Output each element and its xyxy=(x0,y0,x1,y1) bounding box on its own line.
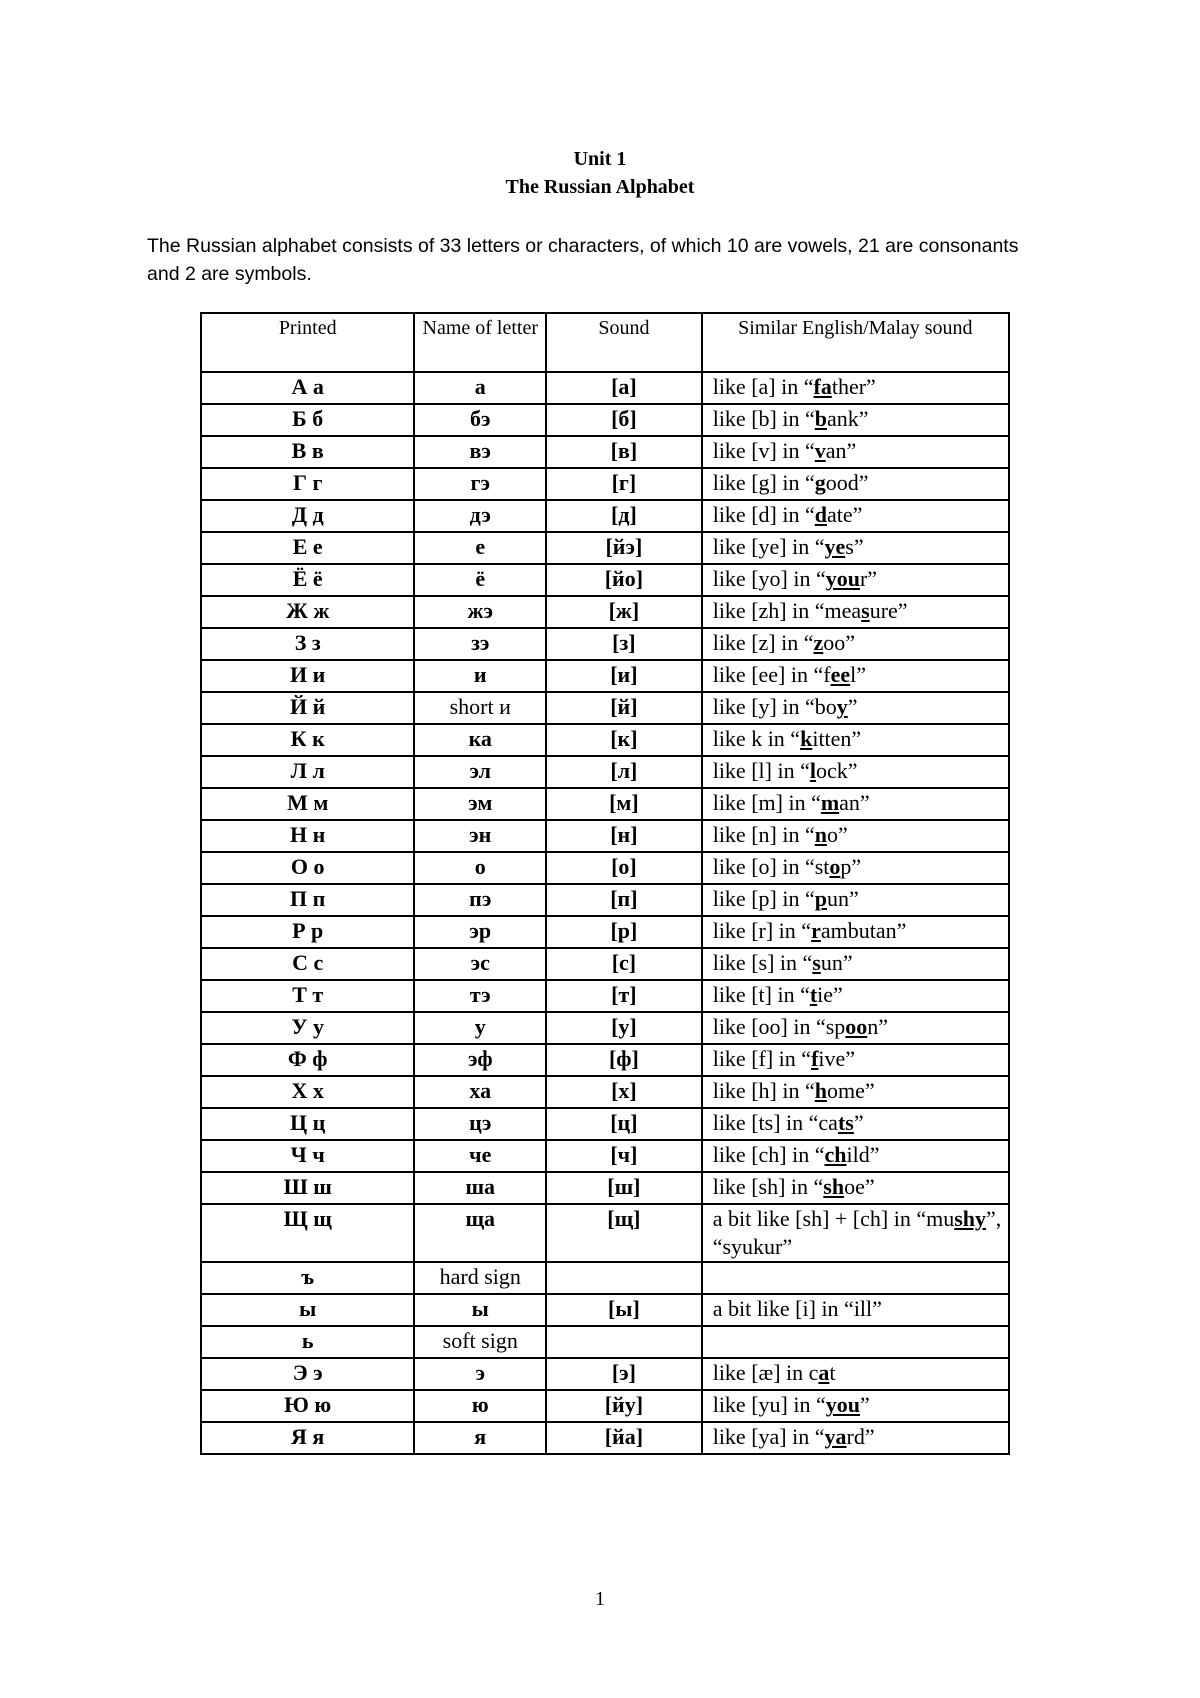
similar-sound-post: ambutan” xyxy=(820,918,907,943)
similar-sound-pre: like [s] in “ xyxy=(712,950,813,975)
similar-sound-post: un” xyxy=(820,950,853,975)
table-row xyxy=(201,852,1009,884)
similar-sound-post: oo” xyxy=(823,630,856,655)
similar-sound-post: an” xyxy=(825,438,857,463)
letter-name-cell: short и xyxy=(414,692,546,724)
similar-sound-post: ank” xyxy=(826,406,869,431)
sound-cell: [г] xyxy=(546,468,702,500)
highlighted-letters: ee xyxy=(830,662,851,687)
highlighted-letters: you xyxy=(825,566,860,591)
sound-cell: [йа] xyxy=(546,1422,702,1454)
letter-name-cell: о xyxy=(414,852,546,884)
similar-sound-pre: like [yo] in “ xyxy=(712,566,826,591)
table-row xyxy=(201,532,1009,564)
similar-sound-cell xyxy=(702,1140,1009,1172)
similar-sound-post: an” xyxy=(839,790,870,815)
highlighted-letters: s xyxy=(812,950,821,975)
table-row xyxy=(201,436,1009,468)
table-row xyxy=(201,692,1009,724)
letter-name-cell: эм xyxy=(414,788,546,820)
table-row xyxy=(201,1262,1009,1294)
table-row xyxy=(201,1140,1009,1172)
letter-name-cell: ха xyxy=(414,1076,546,1108)
highlighted-letters: ts xyxy=(837,1110,854,1135)
highlighted-letters: d xyxy=(814,502,827,527)
table-row xyxy=(201,564,1009,596)
table-row xyxy=(201,916,1009,948)
sound-cell: [у] xyxy=(546,1012,702,1044)
similar-sound-pre: like [p] in “ xyxy=(712,886,815,911)
sound-cell: [н] xyxy=(546,820,702,852)
printed-cell: Н н xyxy=(201,820,414,852)
letter-name-cell: гэ xyxy=(414,468,546,500)
similar-sound-pre: like [n] in “ xyxy=(712,822,815,847)
table-row xyxy=(201,1108,1009,1140)
highlighted-letters: sh xyxy=(823,1174,845,1199)
sound-cell: [с] xyxy=(546,948,702,980)
highlighted-letters: z xyxy=(813,630,824,655)
page-number: 1 xyxy=(595,1588,605,1610)
letter-name-cell: ша xyxy=(414,1172,546,1204)
similar-sound-cell xyxy=(702,1108,1009,1140)
highlighted-letters: f xyxy=(811,1046,819,1071)
similar-sound-post: ate” xyxy=(826,502,863,527)
sound-cell: [ы] xyxy=(546,1294,702,1326)
similar-sound-pre: like [v] in “ xyxy=(712,438,815,463)
table-row xyxy=(201,372,1009,404)
table-row xyxy=(201,884,1009,916)
intro-paragraph: The Russian alphabet consists of 33 letters or characters, of which 10 are vowels, 21 are consonants and 2 are symbols. xyxy=(147,235,1019,285)
table-row xyxy=(201,500,1009,532)
table-row xyxy=(201,1076,1009,1108)
similar-sound-post: ive” xyxy=(818,1046,856,1071)
similar-sound-post: l” xyxy=(850,662,866,687)
similar-sound-post: ie” xyxy=(817,982,843,1007)
similar-sound-post: p” xyxy=(840,854,862,879)
similar-sound-cell xyxy=(702,980,1009,1012)
printed-cell: З з xyxy=(201,628,414,660)
similar-sound-pre: like [ch] in “ xyxy=(712,1142,825,1167)
similar-sound-post: ther” xyxy=(831,374,876,399)
table-row xyxy=(201,1172,1009,1204)
sound-cell: [йэ] xyxy=(546,532,702,564)
document-title: The Russian Alphabet xyxy=(505,176,695,198)
similar-sound-pre: like [f] in “ xyxy=(712,1046,812,1071)
similar-sound-post: itten” xyxy=(812,726,862,751)
table-row xyxy=(201,980,1009,1012)
sound-cell: [х] xyxy=(546,1076,702,1108)
printed-cell: И и xyxy=(201,660,414,692)
similar-sound-post: t xyxy=(829,1360,836,1385)
letter-name-cell: жэ xyxy=(414,596,546,628)
printed-cell: Й й xyxy=(201,692,414,724)
similar-sound-pre: like [t] in “ xyxy=(712,982,810,1007)
similar-sound-cell xyxy=(702,1358,1009,1390)
sound-cell: [т] xyxy=(546,980,702,1012)
letter-name-cell: ю xyxy=(414,1390,546,1422)
letter-name-cell: вэ xyxy=(414,436,546,468)
similar-sound-pre: like [h] in “ xyxy=(712,1078,815,1103)
similar-sound-pre: like [æ] in c xyxy=(712,1360,819,1385)
printed-cell: Г г xyxy=(201,468,414,500)
sound-cell: [ч] xyxy=(546,1140,702,1172)
table-row xyxy=(201,724,1009,756)
similar-sound-cell xyxy=(702,1012,1009,1044)
printed-cell: Я я xyxy=(201,1422,414,1454)
similar-sound-cell xyxy=(702,948,1009,980)
unit-title: Unit 1 xyxy=(573,148,627,170)
highlighted-letters: l xyxy=(809,758,816,783)
printed-cell: Ч ч xyxy=(201,1140,414,1172)
sound-cell: [й] xyxy=(546,692,702,724)
similar-sound-post: oe” xyxy=(844,1174,875,1199)
similar-sound-pre: like [r] in “ xyxy=(712,918,812,943)
table-row xyxy=(201,468,1009,500)
sound-cell: [в] xyxy=(546,436,702,468)
letter-name-cell: бэ xyxy=(414,404,546,436)
highlighted-letters: shy xyxy=(954,1206,987,1231)
similar-sound-pre: like k in “ xyxy=(712,726,801,751)
highlighted-letters: h xyxy=(814,1078,827,1103)
highlighted-letters: y xyxy=(836,694,848,719)
similar-sound-pre: like [ee] in “f xyxy=(712,662,831,687)
highlighted-letters: s xyxy=(861,598,870,623)
printed-cell: Л л xyxy=(201,756,414,788)
table-header-row xyxy=(201,313,1009,372)
similar-sound-pre: like [o] in “st xyxy=(712,854,830,879)
similar-sound-cell xyxy=(702,596,1009,628)
similar-sound-cell xyxy=(702,1326,1009,1358)
similar-sound-pre: like [g] in “ xyxy=(712,470,815,495)
printed-cell: Т т xyxy=(201,980,414,1012)
table-row xyxy=(201,1390,1009,1422)
printed-cell: ъ xyxy=(201,1262,414,1294)
printed-cell: К к xyxy=(201,724,414,756)
sound-cell: [л] xyxy=(546,756,702,788)
sound-cell: [б] xyxy=(546,404,702,436)
similar-sound-cell xyxy=(702,628,1009,660)
similar-sound-cell xyxy=(702,1076,1009,1108)
printed-cell: С с xyxy=(201,948,414,980)
header-name: Name of letter xyxy=(414,313,546,372)
similar-sound-cell xyxy=(702,820,1009,852)
similar-sound-cell xyxy=(702,532,1009,564)
similar-sound-post: rd” xyxy=(846,1424,875,1449)
sound-cell xyxy=(546,1262,702,1294)
similar-sound-cell xyxy=(702,916,1009,948)
printed-cell: Щ щ xyxy=(201,1204,414,1262)
printed-cell: Х х xyxy=(201,1076,414,1108)
sound-cell: [йо] xyxy=(546,564,702,596)
letter-name-cell: ё xyxy=(414,564,546,596)
letter-name-cell: soft sign xyxy=(414,1326,546,1358)
sound-cell: [п] xyxy=(546,884,702,916)
letter-name-cell: ка xyxy=(414,724,546,756)
printed-cell: Ц ц xyxy=(201,1108,414,1140)
printed-cell: М м xyxy=(201,788,414,820)
similar-sound-cell xyxy=(702,372,1009,404)
printed-cell: П п xyxy=(201,884,414,916)
similar-sound-pre: like [y] in “bo xyxy=(712,694,837,719)
similar-sound-pre: like [l] in “ xyxy=(712,758,810,783)
similar-sound-cell xyxy=(702,404,1009,436)
highlighted-letters: b xyxy=(814,406,827,431)
similar-sound-post: ” xyxy=(853,1110,864,1135)
similar-sound-pre: like [oo] in “sp xyxy=(712,1014,846,1039)
letter-name-cell: цэ xyxy=(414,1108,546,1140)
letter-name-cell: пэ xyxy=(414,884,546,916)
similar-sound-cell xyxy=(702,692,1009,724)
highlighted-letters: oo xyxy=(845,1014,868,1039)
letter-name-cell: эл xyxy=(414,756,546,788)
letter-name-cell: а xyxy=(414,372,546,404)
table-row xyxy=(201,404,1009,436)
printed-cell: ы xyxy=(201,1294,414,1326)
highlighted-letters: ch xyxy=(824,1142,847,1167)
similar-sound-cell xyxy=(702,884,1009,916)
sound-cell: [э] xyxy=(546,1358,702,1390)
table-row xyxy=(201,1326,1009,1358)
similar-sound-post: ” xyxy=(847,694,858,719)
letter-name-cell: тэ xyxy=(414,980,546,1012)
similar-sound-pre: like [m] in “ xyxy=(712,790,821,815)
letter-name-cell: ща xyxy=(414,1204,546,1262)
sound-cell: [з] xyxy=(546,628,702,660)
highlighted-letters: m xyxy=(820,790,840,815)
printed-cell: ь xyxy=(201,1326,414,1358)
letter-name-cell: ы xyxy=(414,1294,546,1326)
similar-sound-post: ock” xyxy=(815,758,858,783)
printed-cell: Ж ж xyxy=(201,596,414,628)
similar-sound-cell xyxy=(702,1172,1009,1204)
similar-sound-cell xyxy=(702,500,1009,532)
printed-cell: Ф ф xyxy=(201,1044,414,1076)
similar-sound-pre: like [b] in “ xyxy=(712,406,815,431)
highlighted-letters: fa xyxy=(813,374,832,399)
sound-cell: [к] xyxy=(546,724,702,756)
similar-sound-cell xyxy=(702,660,1009,692)
table-row xyxy=(201,948,1009,980)
similar-sound-cell xyxy=(702,564,1009,596)
sound-cell: [а] xyxy=(546,372,702,404)
header-similar: Similar English/Malay sound xyxy=(702,313,1009,372)
letter-name-cell: э xyxy=(414,1358,546,1390)
similar-sound-cell xyxy=(702,468,1009,500)
highlighted-letters: ye xyxy=(824,534,846,559)
table-row xyxy=(201,596,1009,628)
similar-sound-pre: like [z] in “ xyxy=(712,630,814,655)
similar-sound-pre: a bit like [sh] + [ch] in “mu xyxy=(712,1206,955,1231)
similar-sound-post: r” xyxy=(859,566,878,591)
printed-cell: Ю ю xyxy=(201,1390,414,1422)
similar-sound-cell xyxy=(702,1422,1009,1454)
table-row xyxy=(201,1012,1009,1044)
similar-sound-post: ure” xyxy=(869,598,908,623)
letter-name-cell: дэ xyxy=(414,500,546,532)
highlighted-letters: p xyxy=(814,886,827,911)
table-row xyxy=(201,1294,1009,1326)
table-row xyxy=(201,1044,1009,1076)
table-row xyxy=(201,660,1009,692)
letter-name-cell: я xyxy=(414,1422,546,1454)
highlighted-letters: n xyxy=(814,822,827,847)
sound-cell: [щ] xyxy=(546,1204,702,1262)
printed-cell: Ё ё xyxy=(201,564,414,596)
similar-sound-cell xyxy=(702,1044,1009,1076)
similar-sound-cell xyxy=(702,788,1009,820)
table-body xyxy=(201,372,1009,1454)
printed-cell: Е е xyxy=(201,532,414,564)
similar-sound-pre: like [yu] in “ xyxy=(712,1392,826,1417)
similar-sound-pre: like [sh] in “ xyxy=(712,1174,824,1199)
highlighted-letters: you xyxy=(825,1392,860,1417)
similar-sound-pre: like [ye] in “ xyxy=(712,534,825,559)
letter-name-cell: че xyxy=(414,1140,546,1172)
printed-cell: О о xyxy=(201,852,414,884)
printed-cell: Ш ш xyxy=(201,1172,414,1204)
similar-sound-post: ”, “syukur” xyxy=(712,1206,1002,1259)
letter-name-cell: эр xyxy=(414,916,546,948)
similar-sound-post: ild” xyxy=(846,1142,880,1167)
sound-cell: [и] xyxy=(546,660,702,692)
sound-cell: [м] xyxy=(546,788,702,820)
sound-cell: [о] xyxy=(546,852,702,884)
similar-sound-pre: a bit like [i] in “ill” xyxy=(712,1296,882,1321)
similar-sound-post: s” xyxy=(845,534,864,559)
similar-sound-cell xyxy=(702,1294,1009,1326)
similar-sound-post: ood” xyxy=(825,470,869,495)
highlighted-letters: g xyxy=(814,470,826,495)
similar-sound-post: o” xyxy=(826,822,848,847)
similar-sound-post: ” xyxy=(859,1392,870,1417)
highlighted-letters: r xyxy=(811,918,821,943)
highlighted-letters: t xyxy=(809,982,818,1007)
letter-name-cell: hard sign xyxy=(414,1262,546,1294)
letter-name-cell: зэ xyxy=(414,628,546,660)
table-row xyxy=(201,788,1009,820)
printed-cell: А а xyxy=(201,372,414,404)
highlighted-letters: ya xyxy=(824,1424,847,1449)
letter-name-cell: у xyxy=(414,1012,546,1044)
similar-sound-cell xyxy=(702,724,1009,756)
similar-sound-pre: like [a] in “ xyxy=(712,374,814,399)
letter-name-cell: эф xyxy=(414,1044,546,1076)
sound-cell: [ф] xyxy=(546,1044,702,1076)
highlighted-letters: o xyxy=(829,854,841,879)
similar-sound-post: n” xyxy=(867,1014,889,1039)
table-row xyxy=(201,756,1009,788)
sound-cell: [р] xyxy=(546,916,702,948)
similar-sound-post: ome” xyxy=(826,1078,875,1103)
letter-name-cell: и xyxy=(414,660,546,692)
sound-cell xyxy=(546,1326,702,1358)
similar-sound-cell xyxy=(702,852,1009,884)
printed-cell: Э э xyxy=(201,1358,414,1390)
letter-name-cell: эс xyxy=(414,948,546,980)
similar-sound-cell xyxy=(702,1204,1009,1262)
letter-name-cell: эн xyxy=(414,820,546,852)
similar-sound-cell xyxy=(702,436,1009,468)
sound-cell: [д] xyxy=(546,500,702,532)
sound-cell: [ш] xyxy=(546,1172,702,1204)
highlighted-letters: v xyxy=(814,438,826,463)
similar-sound-cell xyxy=(702,1390,1009,1422)
highlighted-letters: a xyxy=(818,1360,830,1385)
sound-cell: [ж] xyxy=(546,596,702,628)
table-row xyxy=(201,820,1009,852)
header-printed: Printed xyxy=(201,313,414,372)
printed-cell: Б б xyxy=(201,404,414,436)
highlighted-letters: k xyxy=(800,726,813,751)
printed-cell: В в xyxy=(201,436,414,468)
sound-cell: [йу] xyxy=(546,1390,702,1422)
table-row xyxy=(201,1204,1009,1262)
similar-sound-pre: like [d] in “ xyxy=(712,502,815,527)
letter-name-cell: е xyxy=(414,532,546,564)
similar-sound-cell xyxy=(702,756,1009,788)
similar-sound-pre: like [ya] in “ xyxy=(712,1424,825,1449)
similar-sound-pre: like [ts] in “ca xyxy=(712,1110,838,1135)
alphabet-table xyxy=(200,312,1010,1455)
sound-cell: [ц] xyxy=(546,1108,702,1140)
similar-sound-post: un” xyxy=(826,886,859,911)
table-row xyxy=(201,1358,1009,1390)
printed-cell: У у xyxy=(201,1012,414,1044)
similar-sound-cell xyxy=(702,1262,1009,1294)
printed-cell: Р р xyxy=(201,916,414,948)
printed-cell: Д д xyxy=(201,500,414,532)
table-row xyxy=(201,628,1009,660)
table-row xyxy=(201,1422,1009,1454)
similar-sound-pre: like [zh] in “mea xyxy=(712,598,862,623)
header-sound: Sound xyxy=(546,313,702,372)
